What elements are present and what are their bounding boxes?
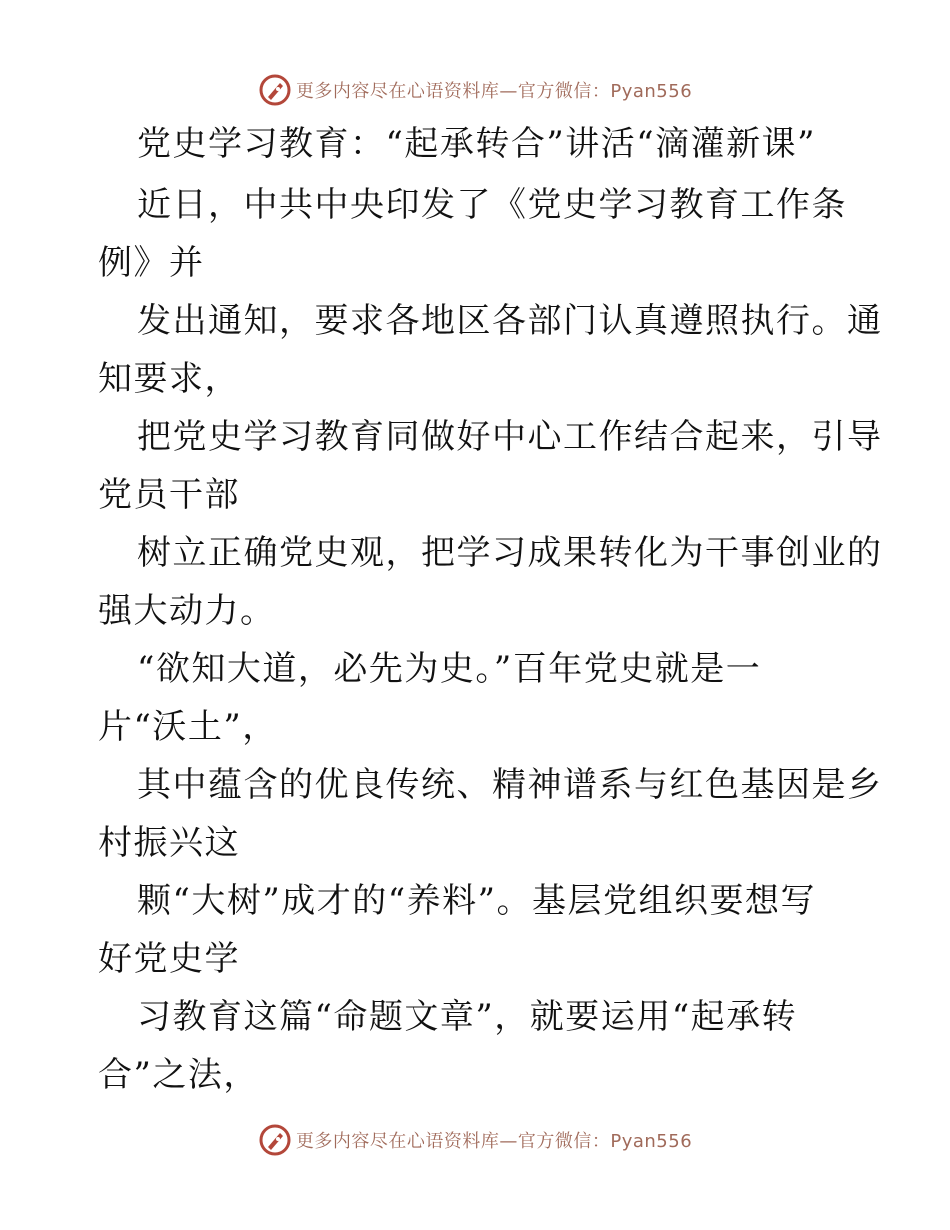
text-line: 党员干部 <box>98 475 240 515</box>
text-line: 村振兴这 <box>98 823 240 863</box>
pen-nib-logo-icon <box>258 1123 292 1157</box>
header-watermark <box>0 70 950 110</box>
text-line: 好党史学 <box>98 939 240 979</box>
text-line: 例》并 <box>98 243 205 283</box>
text-line: 片“沃土”， <box>98 707 278 747</box>
text-line: 其中蕴含的优良传统、精神谱系与红色基因是乡 <box>137 765 883 805</box>
text-line: 近日，中共中央印发了《党史学习教育工作条 <box>137 185 847 225</box>
watermark-text: 更多内容尽在心语资料库—官方微信：Pyan556 <box>295 1131 693 1152</box>
watermark-text: 更多内容尽在心语资料库—官方微信：Pyan556 <box>295 81 693 102</box>
text-line: 知要求， <box>98 359 240 399</box>
text-line: 强大动力。 <box>98 591 276 631</box>
pen-nib-logo-icon <box>258 73 292 107</box>
document-title: 党史学习教育：“起承转合”讲活“滴灌新课” <box>137 124 817 164</box>
text-line: 发出通知，要求各地区各部门认真遵照执行。通 <box>137 301 883 341</box>
text-line: 合”之法， <box>98 1055 259 1095</box>
text-line: “欲知大道，必先为史。”百年党史就是一 <box>137 649 762 689</box>
footer-watermark <box>0 1120 950 1160</box>
text-line: 习教育这篇“命题文章”，就要运用“起承转 <box>137 997 798 1037</box>
text-line: 颗“大树”成才的“养料”。基层党组织要想写 <box>137 881 817 921</box>
text-line: 把党史学习教育同做好中心工作结合起来，引导 <box>137 417 883 457</box>
text-line: 树立正确党史观，把学习成果转化为干事创业的 <box>137 533 883 573</box>
